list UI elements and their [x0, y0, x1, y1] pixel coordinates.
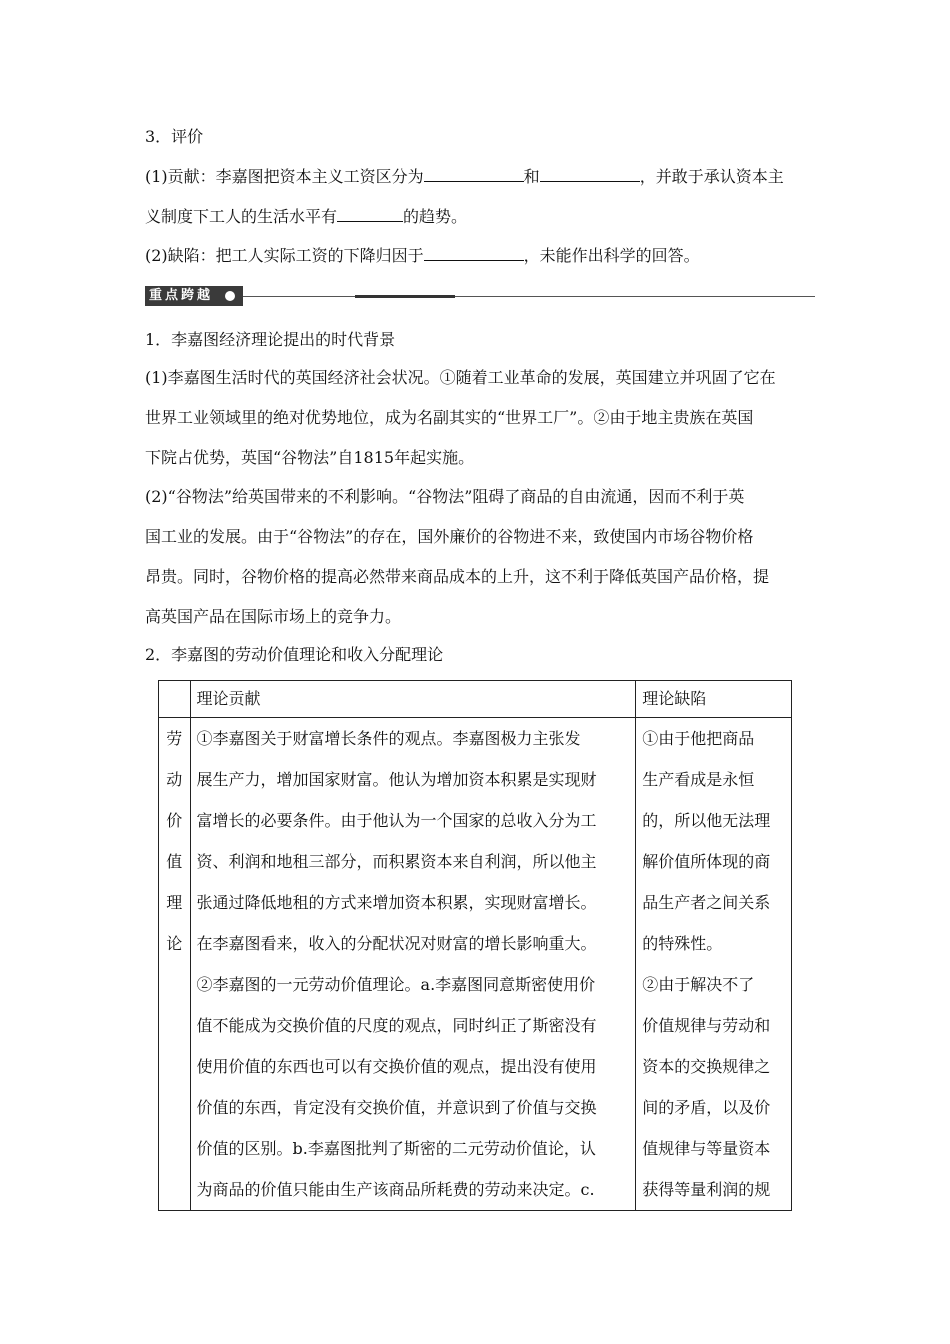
table-header-cell	[159, 681, 191, 718]
point1-line: 世界工业领域里的绝对优势地位，成为名副其实的“世界工厂”。②由于地主贵族在英国	[145, 408, 754, 427]
defect-text-line: 品生产者之间关系	[642, 893, 771, 912]
contribution-cell	[190, 718, 636, 1211]
banner-label: 重点跨越	[145, 286, 243, 306]
table-header-defect: 理论缺陷	[636, 681, 792, 718]
contribution-text-line: 使用价值的东西也可以有交换价值的观点，提出没有使用	[196, 1057, 597, 1076]
defect-text-line: ②由于解决不了	[642, 975, 755, 994]
point1-line: (2)“谷物法”给英国带来的不利影响。“谷物法”阻碍了商品的自由流通，因而不利于英	[145, 487, 745, 506]
contribution-line-2	[145, 205, 467, 227]
defect-text-line: 的特殊性。	[642, 934, 723, 953]
point1-heading: 1．李嘉图经济理论提出的时代背景	[145, 330, 396, 349]
defect-text-line: 获得等量利润的规	[642, 1180, 771, 1199]
banner-divider-accent	[355, 295, 455, 298]
point1-line: 高英国产品在国际市场上的竞争力。	[145, 607, 402, 626]
contribution-text-line: 富增长的必要条件。由于他认为一个国家的总收入分为工	[196, 811, 597, 830]
defect-text-line: 资本的交换规律之	[642, 1057, 771, 1076]
contribution-text-e: 的趋势。	[403, 207, 468, 226]
banner-divider	[243, 296, 815, 297]
defect-text-line: 间的矛盾，以及价	[642, 1098, 771, 1117]
contribution-text-line: 展生产力，增加国家财富。他认为增加资本积累是实现财	[196, 770, 597, 789]
table-header-row	[159, 681, 792, 718]
defect-text-line: ①由于他把商品	[642, 729, 755, 748]
contribution-text-line: 价值的东西，肯定没有交换价值，并意识到了价值与交换	[196, 1098, 597, 1117]
contribution-text-b: 和	[523, 167, 540, 186]
contribution-text-a: (1)贡献：李嘉图把资本主义工资区分为	[145, 167, 424, 186]
contribution-text-line: 值不能成为交换价值的尺度的观点，同时纠正了斯密没有	[196, 1016, 597, 1035]
row-label-char: 价	[166, 811, 183, 830]
fill-blank-1[interactable]	[424, 165, 524, 182]
row-label-labor-value-theory	[159, 718, 191, 1211]
contribution-text-line: 张通过降低地租的方式来增加资本积累，实现财富增长。	[196, 893, 597, 912]
point1-line: (1)李嘉图生活时代的英国经济社会状况。①随着工业革命的发展，英国建立并巩固了它在	[145, 368, 776, 387]
row-label-char: 论	[166, 934, 183, 953]
defect-text-line: 值规律与等量资本	[642, 1139, 771, 1158]
contribution-text-line: ①李嘉图关于财富增长条件的观点。李嘉图极力主张发	[196, 729, 581, 748]
point1-line: 国工业的发展。由于“谷物法”的存在，国外廉价的谷物进不来，致使国内市场谷物价格	[145, 527, 754, 546]
defect-cell	[636, 718, 792, 1211]
row-label-char: 值	[166, 852, 183, 871]
defect-text-line: 解价值所体现的商	[642, 852, 771, 871]
row-label-char: 动	[166, 770, 183, 789]
fill-blank-2[interactable]	[540, 165, 640, 182]
contribution-text-line: ②李嘉图的一元劳动价值理论。a.李嘉图同意斯密使用价	[196, 975, 596, 994]
contribution-text-line: 为商品的价值只能由生产该商品所耗费的劳动来决定。c.	[196, 1180, 595, 1199]
contribution-line-1	[145, 165, 784, 187]
defect-text-line: 价值规律与劳动和	[642, 1016, 771, 1035]
section-banner	[145, 286, 815, 306]
defect-line	[145, 244, 700, 266]
contribution-text-c: ，并敢于承认资本主	[639, 167, 784, 186]
defect-text-line: 生产看成是永恒	[642, 770, 755, 789]
fill-blank-4[interactable]	[424, 244, 524, 261]
row-label-char: 理	[166, 893, 183, 912]
fill-blank-3[interactable]	[337, 205, 403, 222]
contribution-text-line: 价值的区别。b.李嘉图批判了斯密的二元劳动价值论，认	[196, 1139, 596, 1158]
point1-line: 下院占优势，英国“谷物法”自1815年起实施。	[145, 448, 475, 467]
defect-text-line: 的，所以他无法理	[642, 811, 771, 830]
point1-line: 昂贵。同时，谷物价格的提高必然带来商品成本的上升，这不利于降低英国产品价格，提	[145, 567, 770, 586]
contribution-text-d: 义制度下工人的生活水平有	[145, 207, 338, 226]
point2-heading: 2．李嘉图的劳动价值理论和收入分配理论	[145, 645, 444, 664]
contribution-text-line: 在李嘉图看来，收入的分配状况对财富的增长影响重大。	[196, 934, 597, 953]
defect-text-a: (2)缺陷：把工人实际工资的下降归因于	[145, 246, 424, 265]
table-header-contribution: 理论贡献	[190, 681, 636, 718]
defect-text-b: ，未能作出科学的回答。	[523, 246, 700, 265]
table-row	[159, 718, 792, 1211]
row-label-char: 劳	[166, 729, 183, 748]
theory-table	[158, 680, 792, 1211]
contribution-text-line: 资、利润和地租三部分，而积累资本来自利润，所以他主	[196, 852, 597, 871]
banner-dot-icon	[225, 291, 235, 301]
section-heading-evaluation: 3．评价	[145, 127, 204, 146]
